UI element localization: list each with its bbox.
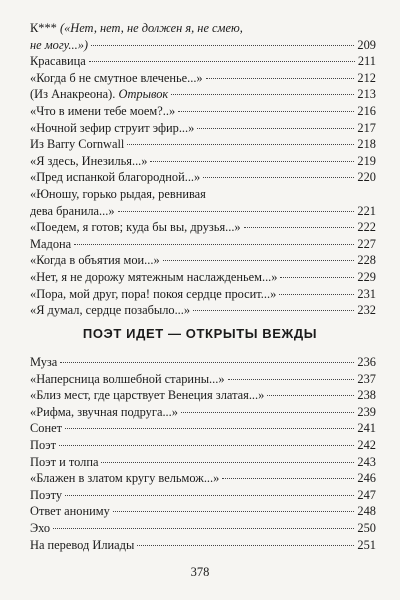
toc-entry-title: «Я думал, сердце позабыло...» — [30, 303, 191, 318]
toc-entry-title: Красавица — [30, 54, 86, 69]
toc-entry-title: «Пред испанкой благородной...» — [30, 170, 201, 185]
toc-entry-title: «Я здесь, Инезилья...» — [30, 153, 148, 168]
toc-entry-title: (Из Анакреона). — [30, 87, 119, 102]
toc-entry — [30, 103, 376, 120]
toc-entry — [30, 286, 376, 303]
toc-entry — [30, 169, 376, 186]
dot-leader — [118, 211, 355, 212]
toc-entry-title: «Пора, мой друг, пора! покоя сердце просит...» — [30, 286, 277, 301]
toc-entry-title: «Близ мест, где царствует Венеция златая...» — [30, 388, 265, 403]
toc-entry-title: «Юношу, горько рыдая, ревнивая — [30, 186, 206, 201]
dot-leader — [53, 528, 354, 529]
dot-leader — [101, 462, 354, 463]
toc-entry-page: 231 — [357, 286, 376, 301]
toc-entry-page: 248 — [357, 504, 376, 519]
toc-entry-title: Эхо — [30, 520, 51, 535]
toc-entry-title: «Нет, я не дорожу мятежным наслажденьем...» — [30, 269, 278, 284]
toc-section-1 — [30, 20, 376, 319]
toc-entry — [30, 219, 376, 236]
toc-entry — [30, 136, 376, 153]
toc-entry — [30, 186, 376, 219]
dot-leader — [222, 478, 354, 479]
toc-entry-page: 221 — [357, 203, 376, 218]
toc-entry-title: На перевод Илиады — [30, 537, 135, 552]
toc-entry-title-italic: («Нет, нет, не должен я, не смею, — [59, 21, 243, 35]
toc-entry — [30, 20, 376, 53]
toc-entry-title: «Блажен в златом кругу вельмож...» — [30, 471, 220, 486]
dot-leader — [127, 144, 354, 145]
toc-entry-title: «Наперсница волшебной старины...» — [30, 371, 225, 386]
toc-entry-title: Сонет — [30, 421, 63, 436]
toc-entry-title: Муза — [30, 355, 58, 369]
toc-entry-title: Мадона — [30, 236, 72, 251]
toc-entry-title: Поэт и толпа — [30, 454, 99, 469]
toc-entry-page: 211 — [357, 54, 376, 69]
toc-entry-page: 238 — [357, 388, 376, 403]
toc-entry — [30, 371, 376, 388]
toc-section-2 — [30, 354, 376, 553]
toc-entry-title: К*** — [30, 21, 60, 35]
toc-entry-page: 222 — [357, 220, 376, 235]
dot-leader — [171, 94, 354, 95]
dot-leader — [267, 395, 354, 396]
toc-entry — [30, 86, 376, 103]
toc-entry-title: «Когда в объятия мои...» — [30, 253, 160, 268]
toc-entry-title: «Рифма, звучная подруга...» — [30, 404, 178, 419]
toc-entry — [30, 470, 376, 487]
dot-leader — [244, 227, 355, 228]
toc-entry-page: 213 — [357, 87, 376, 102]
dot-leader — [60, 362, 354, 363]
dot-leader — [89, 61, 355, 62]
toc-entry-title-italic: Отрывок — [118, 87, 169, 102]
dot-leader — [193, 310, 354, 311]
toc-entry-page: 247 — [357, 487, 376, 502]
toc-entry-page: 236 — [357, 355, 376, 369]
toc-entry-page: 212 — [357, 70, 376, 85]
dot-leader — [197, 128, 354, 129]
toc-entry-title: «Что в имени тебе моем?..» — [30, 103, 176, 118]
toc-entry-title: Поэт — [30, 437, 57, 452]
toc-entry — [30, 437, 376, 454]
toc-entry-page: 232 — [357, 303, 376, 318]
toc-entry — [30, 120, 376, 137]
dot-leader — [280, 277, 354, 278]
toc-entry-page: 246 — [357, 471, 376, 486]
dot-leader — [178, 111, 354, 112]
section-heading: ПОЭТ ИДЕТ — ОТКРЫТЫ ВЕЖДЫ — [82, 326, 318, 341]
dot-leader — [279, 294, 354, 295]
toc-entry-page: 216 — [357, 103, 376, 118]
toc-entry — [30, 252, 376, 269]
toc-entry-page: 251 — [357, 537, 376, 552]
toc-entry — [30, 269, 376, 286]
toc-entry — [30, 387, 376, 404]
toc-entry-page: 227 — [357, 236, 376, 251]
toc-entry-page: 241 — [357, 421, 376, 436]
toc-entry-page: 239 — [357, 404, 376, 419]
toc-entry-title: «Ночной зефир струит эфир...» — [30, 120, 195, 135]
dot-leader — [206, 78, 355, 79]
toc-entry — [30, 487, 376, 504]
toc-entry — [30, 53, 376, 70]
toc-entry-page: 220 — [357, 170, 376, 185]
dot-leader — [65, 428, 354, 429]
toc-entry-title-continued: не могу...») — [30, 37, 89, 52]
toc-entry-title: Из Barry Cornwall — [30, 137, 125, 152]
toc-entry-page: 229 — [357, 269, 376, 284]
toc-entry-title: Поэту — [30, 487, 63, 502]
dot-leader — [163, 260, 355, 261]
toc-entry-page: 243 — [357, 454, 376, 469]
dot-leader — [203, 177, 354, 178]
toc-entry — [30, 503, 376, 520]
toc-entry — [30, 354, 376, 371]
toc-entry-page: 218 — [357, 137, 376, 152]
toc-entry — [30, 420, 376, 437]
page-number: 378 — [190, 565, 210, 579]
dot-leader — [59, 445, 354, 446]
dot-leader — [65, 495, 354, 496]
toc-entry-page: 237 — [357, 371, 376, 386]
toc-entry — [30, 236, 376, 253]
toc-entry-page: 228 — [357, 253, 376, 268]
toc-entry-page: 209 — [357, 37, 376, 52]
toc-entry-title: Ответ анониму — [30, 504, 110, 519]
dot-leader — [113, 511, 355, 512]
toc-entry — [30, 454, 376, 471]
dot-leader — [137, 545, 354, 546]
toc-entry-page: 242 — [357, 437, 376, 452]
toc-entry-page: 250 — [357, 520, 376, 535]
dot-leader — [150, 161, 354, 162]
toc-entry-page: 217 — [357, 120, 376, 135]
toc-entry — [30, 520, 376, 537]
toc-entry — [30, 537, 376, 554]
dot-leader — [181, 412, 354, 413]
toc-entry-page: 219 — [357, 153, 376, 168]
toc-entry-title: «Когда б не смутное влеченье...» — [30, 70, 203, 85]
toc-entry-title: «Поедем, я готов; куда бы вы, друзья...» — [30, 220, 241, 235]
toc-entry — [30, 302, 376, 319]
dot-leader — [74, 244, 354, 245]
dot-leader — [91, 45, 354, 46]
toc-entry — [30, 404, 376, 421]
dot-leader — [228, 379, 355, 380]
toc-entry — [30, 153, 376, 170]
toc-entry — [30, 70, 376, 87]
toc-entry-title-continued: дева бранила...» — [30, 203, 115, 218]
